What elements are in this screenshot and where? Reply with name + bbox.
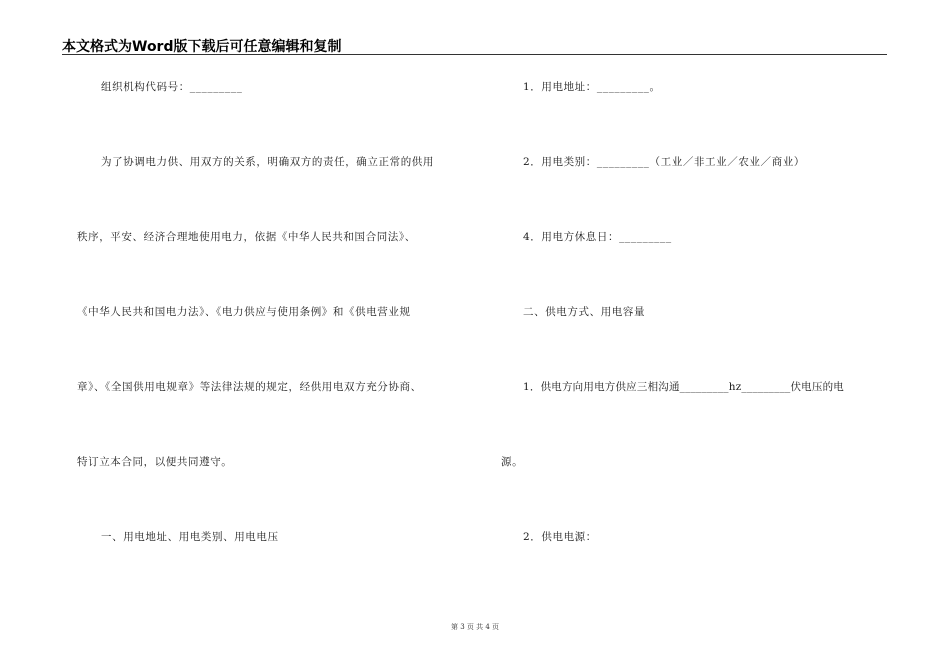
right-column-line: 源。 [501,456,524,468]
paragraph-line: 《中华人民共和国电力法》、《电力供应与使用条例》和《供电营业规 [77,306,411,318]
section-heading: 一、用电地址、用电类别、用电电压 [101,531,279,543]
paragraph-line: 秩序，平安、经济合理地使用电力，依据《中华人民共和国合同法》、 [77,231,416,243]
right-column-line: 2．供电电源： [523,531,597,543]
page-number-footer: 第 3 页 共 4 页 [450,623,500,631]
paragraph-line: 为了协调电力供、用双方的关系，明确双方的责任，确立正常的供用 [101,156,434,168]
right-column-line: 1．供电方向用电方供应三相沟通_________hz_________伏电压的电 [523,381,844,393]
paragraph-line: 特订立本合同，以便共同遵守。 [77,456,233,468]
org-code-line: 组织机构代码号：_________ [101,81,243,93]
header-divider [62,54,887,55]
section-heading: 二、供电方式、用电容量 [523,306,646,318]
document-header-title: 本文格式为Word版下载后可任意编辑和复制 [62,39,342,55]
right-column-line: 4．用电方休息日：_________ [523,231,672,243]
right-column-line: 2．用电类别：_________（工业／非工业／农业／商业） [523,156,805,168]
right-column-line: 1．用电地址：_________。 [523,81,661,93]
paragraph-line: 章》、《全国供用电规章》等法律法规的规定，经供用电双方充分协商、 [77,381,422,393]
